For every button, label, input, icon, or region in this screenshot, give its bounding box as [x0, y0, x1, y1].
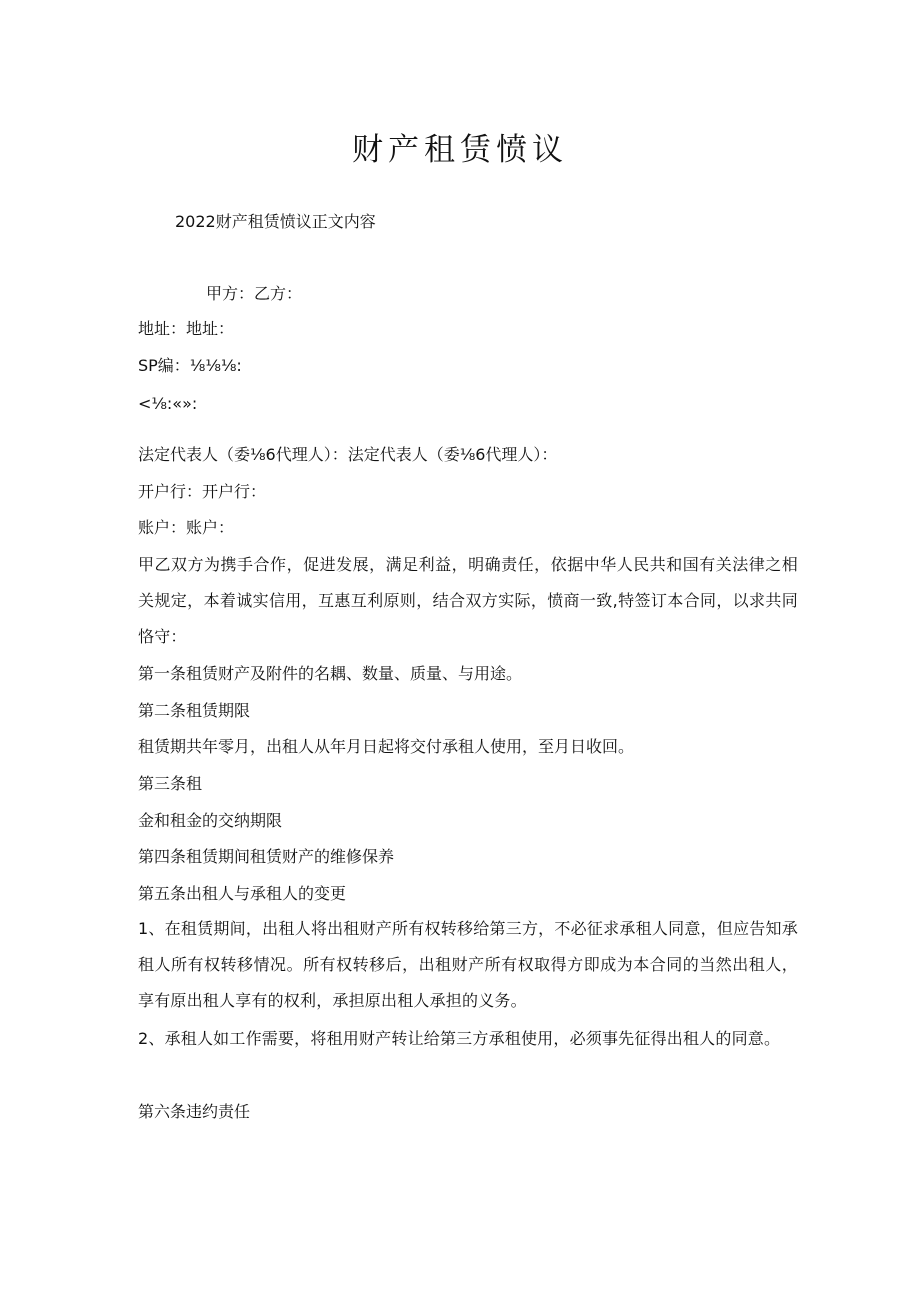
preamble-paragraph: 甲乙双方为携手合作，促进发展，满足利益，明确责任，依据中华人民共和国有关法律之相关规定，本着诚实信用，互惠互利原则，结合双方实际，愤商一致,特签订本合同，以求共同恪守：	[138, 555, 798, 646]
document-subtitle: 2022财产租赁愤议正文内容	[175, 212, 376, 231]
article-2-text: 租赁期共年零月，出租人从年月日起将交付承租人使用，至月日收回。	[138, 737, 635, 756]
address-line: 地址：地址：	[138, 319, 235, 338]
misc-line: <⅛:«»:	[138, 394, 198, 413]
article-4-heading: 第四条租赁期间租赁财产的维修保养	[138, 847, 395, 866]
parties-line: 甲方：乙方：	[206, 284, 303, 303]
clause-1-paragraph: 1、在租赁期间，出租人将出租财产所有权转移给第三方，不必征求承租人同意，但应告知承租人所有权转移情况。所有权转移后，出租财产所有权取得方即成为本合同的当然出租人，享有原出租人享有的权利，承担原出租人承担的义务。	[138, 919, 798, 1010]
article-5-heading: 第五条出租人与承租人的变更	[138, 884, 347, 903]
bank-line: 开户行：开户行：	[138, 482, 267, 501]
article-2-heading: 第二条租赁期限	[138, 701, 251, 720]
representative-line: 法定代表人（委⅛6代理人）：法定代表人（委⅛6代理人）：	[138, 445, 558, 464]
article-3-heading-part2: 金和租金的交纳期限	[138, 811, 283, 830]
clause-2-paragraph: 2、承租人如工作需要，将租用财产转让给第三方承租使用，必须事先征得出租人的同意。	[138, 1029, 781, 1048]
code-line: SP编：⅛⅛⅛:	[138, 356, 242, 375]
account-line: 账户：账户：	[138, 518, 235, 537]
article-6-heading: 第六条违约责任	[138, 1102, 251, 1121]
article-3-heading-part1: 第三条租	[138, 774, 203, 793]
article-1-heading: 第一条租赁财产及附件的名耦、数量、质量、与用途。	[138, 664, 523, 683]
document-title: 财产租赁愤议	[352, 132, 568, 168]
